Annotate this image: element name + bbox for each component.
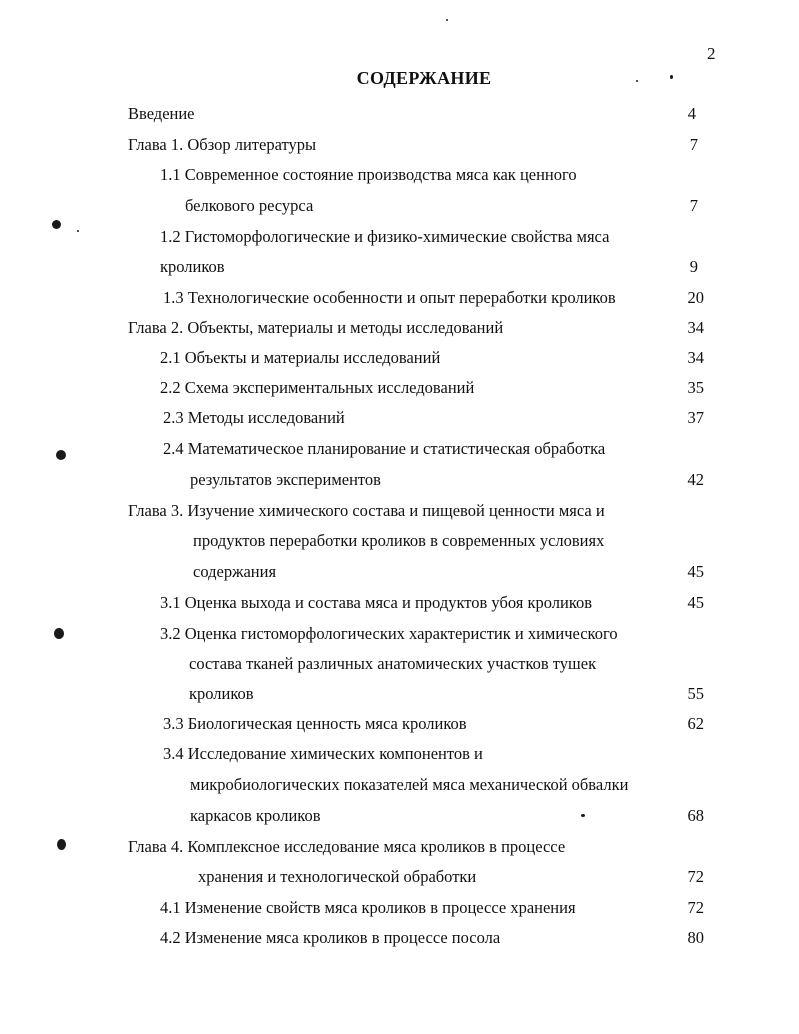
toc-page-3-1: 45 bbox=[687, 593, 704, 612]
toc-entry-3-2-line2: состава тканей различных анатомических участков тушек bbox=[189, 654, 597, 673]
toc-entry-3-4-line2: микробиологических показателей мяса механической обвалки bbox=[190, 775, 629, 794]
toc-entry-3-4-line1: 3.4 Исследование химических компонентов и bbox=[163, 744, 483, 763]
scan-speck bbox=[636, 80, 638, 82]
toc-entry-2-4-line1: 2.4 Математическое планирование и статистическая обработка bbox=[163, 439, 606, 458]
toc-page-4-2: 80 bbox=[687, 928, 704, 947]
toc-page-3-3: 62 bbox=[687, 714, 704, 733]
toc-entry-3-1: 3.1 Оценка выхода и состава мяса и продуктов убоя кроликов bbox=[160, 593, 593, 612]
toc-page-1-1: 7 bbox=[689, 196, 698, 215]
toc-page-1-3: 20 bbox=[687, 288, 704, 307]
scan-mark bbox=[52, 220, 61, 229]
toc-entry-4-2: 4.2 Изменение мяса кроликов в процессе посола bbox=[160, 928, 501, 947]
toc-entry-3-2-line3: кроликов bbox=[189, 684, 254, 703]
toc-page-chapter-4: 72 bbox=[687, 867, 704, 886]
toc-page-intro: 4 bbox=[687, 104, 696, 123]
scan-speck bbox=[670, 75, 673, 79]
toc-page-chapter-2: 34 bbox=[687, 318, 704, 337]
scan-mark bbox=[56, 450, 66, 460]
scan-mark bbox=[57, 839, 66, 850]
toc-page-2-3: 37 bbox=[687, 408, 704, 427]
toc-page-2-1: 34 bbox=[687, 348, 704, 367]
toc-entry-2-4-line2: результатов экспериментов bbox=[190, 470, 381, 489]
toc-entry-1-1-line1: 1.1 Современное состояние производства мяса как ценного bbox=[160, 165, 577, 184]
toc-page-4-1: 72 bbox=[687, 898, 704, 917]
toc-entry-2-1: 2.1 Объекты и материалы исследований bbox=[160, 348, 441, 367]
page-number: 2 bbox=[707, 44, 716, 63]
toc-page-chapter-3: 45 bbox=[687, 562, 704, 581]
toc-entry-2-3: 2.3 Методы исследований bbox=[163, 408, 345, 427]
toc-entry-chapter-3-line3: содержания bbox=[193, 562, 277, 581]
toc-entry-3-2-line1: 3.2 Оценка гистоморфологических характеристик и химического bbox=[160, 624, 618, 643]
scan-speck bbox=[581, 814, 585, 817]
toc-entry-3-3: 3.3 Биологическая ценность мяса кроликов bbox=[163, 714, 467, 733]
page-title: СОДЕРЖАНИЕ bbox=[356, 68, 492, 88]
toc-entry-4-1: 4.1 Изменение свойств мяса кроликов в процессе хранения bbox=[160, 898, 576, 917]
toc-page-3-4: 68 bbox=[687, 806, 704, 825]
scan-speck bbox=[77, 230, 79, 232]
toc-entry-1-2-line2: кроликов bbox=[160, 257, 225, 276]
toc-page-3-2: 55 bbox=[687, 684, 704, 703]
scan-mark bbox=[54, 628, 64, 639]
toc-entry-3-4-line3: каркасов кроликов bbox=[190, 806, 321, 825]
toc-entry-intro: Введение bbox=[128, 104, 195, 123]
toc-entry-2-2: 2.2 Схема экспериментальных исследований bbox=[160, 378, 475, 397]
toc-page-chapter-1: 7 bbox=[689, 135, 698, 154]
scan-speck bbox=[446, 19, 448, 21]
toc-entry-1-2-line1: 1.2 Гистоморфологические и физико-химические свойства мяса bbox=[160, 227, 610, 246]
toc-entry-chapter-3-line1: Глава 3. Изучение химического состава и пищевой ценности мяса и bbox=[128, 501, 605, 520]
toc-page-2-4: 42 bbox=[687, 470, 704, 489]
toc-entry-1-3: 1.3 Технологические особенности и опыт переработки кроликов bbox=[163, 288, 616, 307]
toc-entry-chapter-1: Глава 1. Обзор литературы bbox=[128, 135, 317, 154]
toc-entry-chapter-4-line2: хранения и технологической обработки bbox=[198, 867, 477, 886]
toc-entry-chapter-2: Глава 2. Объекты, материалы и методы исследований bbox=[128, 318, 504, 337]
toc-entry-1-1-line2: белкового ресурса bbox=[185, 196, 314, 215]
toc-page-1-2: 9 bbox=[689, 257, 698, 276]
toc-entry-chapter-4-line1: Глава 4. Комплексное исследование мяса кроликов в процессе bbox=[128, 837, 566, 856]
toc-entry-chapter-3-line2: продуктов переработки кроликов в современных условиях bbox=[193, 531, 605, 550]
toc-page-2-2: 35 bbox=[687, 378, 704, 397]
